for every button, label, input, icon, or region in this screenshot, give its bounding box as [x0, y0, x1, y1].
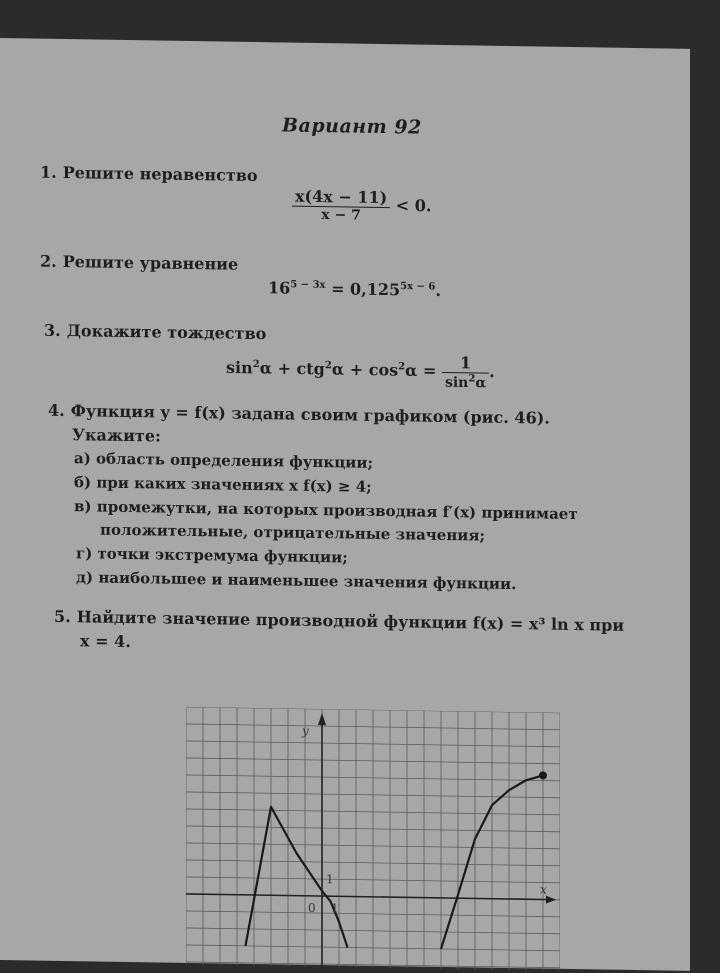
denominator: x − 7 — [321, 207, 361, 224]
exponent: 5 − 3x — [290, 279, 326, 291]
task-3-heading — [44, 321, 266, 343]
y-axis-arrow — [318, 713, 326, 725]
task-4-item-c: в) промежутки, на которых производная f′(x) принимает — [74, 497, 578, 524]
task-2-heading — [40, 252, 238, 274]
worksheet-page — [0, 38, 690, 971]
square: 2 — [252, 358, 260, 371]
task-4-item-b: б) при каких значениях x f(x) ≥ 4; — [74, 473, 372, 496]
x-axis — [186, 894, 554, 900]
function-graph — [186, 707, 560, 971]
denominator — [442, 373, 489, 391]
inequality-rest: < 0. — [390, 195, 432, 216]
graph-endpoint — [539, 771, 547, 779]
x-axis-label: x — [540, 882, 547, 897]
square: 2 — [468, 373, 476, 385]
task-4-heading — [48, 401, 550, 428]
sin-den: sin — [444, 374, 469, 392]
curves — [246, 767, 548, 951]
task-number: 4. — [48, 400, 65, 421]
numerator: x(4x − 11) — [292, 187, 390, 209]
task-4-intro: Укажите: — [72, 425, 161, 446]
x-one-label: 1 — [331, 901, 339, 916]
task-4-item-d: г) точки экстремума функции; — [76, 544, 348, 567]
task-text: Решите уравнение — [62, 251, 239, 274]
exponent: 5x − 6 — [400, 280, 436, 293]
y-one-label: 1 — [326, 872, 334, 887]
task-text: Функция y = f(x) задана своим графиком (рис. 46). — [70, 401, 550, 428]
task-4-item-c-cont: положительные, отрицательные значения; — [100, 520, 486, 545]
equation-middle: = 0,125 — [325, 279, 401, 300]
page-title: Вариант 92 — [282, 114, 422, 139]
task-number: 2. — [40, 251, 57, 271]
task-number: 3. — [44, 320, 61, 340]
fraction — [292, 187, 390, 225]
x-axis-arrow — [546, 896, 556, 904]
task-1-heading — [40, 163, 258, 185]
grid — [186, 707, 560, 971]
task-5-heading — [54, 607, 624, 635]
period: . — [489, 362, 495, 382]
task-number: 1. — [40, 162, 57, 182]
task-text: Докажите тождество — [66, 321, 267, 344]
task-2-formula — [268, 278, 441, 300]
numerator: 1 — [442, 353, 489, 374]
task-3-formula — [226, 350, 495, 392]
task-5-cont: x = 4. — [80, 631, 131, 652]
period: . — [435, 280, 441, 300]
task-number: 5. — [54, 606, 71, 627]
origin-label: 0 — [308, 900, 316, 915]
equals: α = — [405, 360, 442, 381]
task-text: Решите неравенство — [62, 162, 258, 186]
task-4-item-e: д) наибольшее и наименьшее значения функции. — [76, 568, 517, 594]
axes — [186, 711, 556, 971]
ctg-term: α + ctg — [259, 358, 325, 379]
task-1-formula — [292, 187, 431, 225]
base: 16 — [268, 278, 291, 298]
y-axis-label: y — [302, 723, 309, 738]
sin-term: sin — [226, 357, 253, 378]
task-4-item-a: а) область определения функции; — [74, 449, 374, 472]
task-text: Найдите значение производной функции f(x) = x³ ln x при — [76, 607, 625, 635]
alpha: α — [475, 375, 487, 392]
square: 2 — [324, 360, 332, 372]
cos-term: α + cos — [331, 359, 399, 380]
square: 2 — [398, 361, 406, 373]
fraction — [442, 353, 489, 391]
